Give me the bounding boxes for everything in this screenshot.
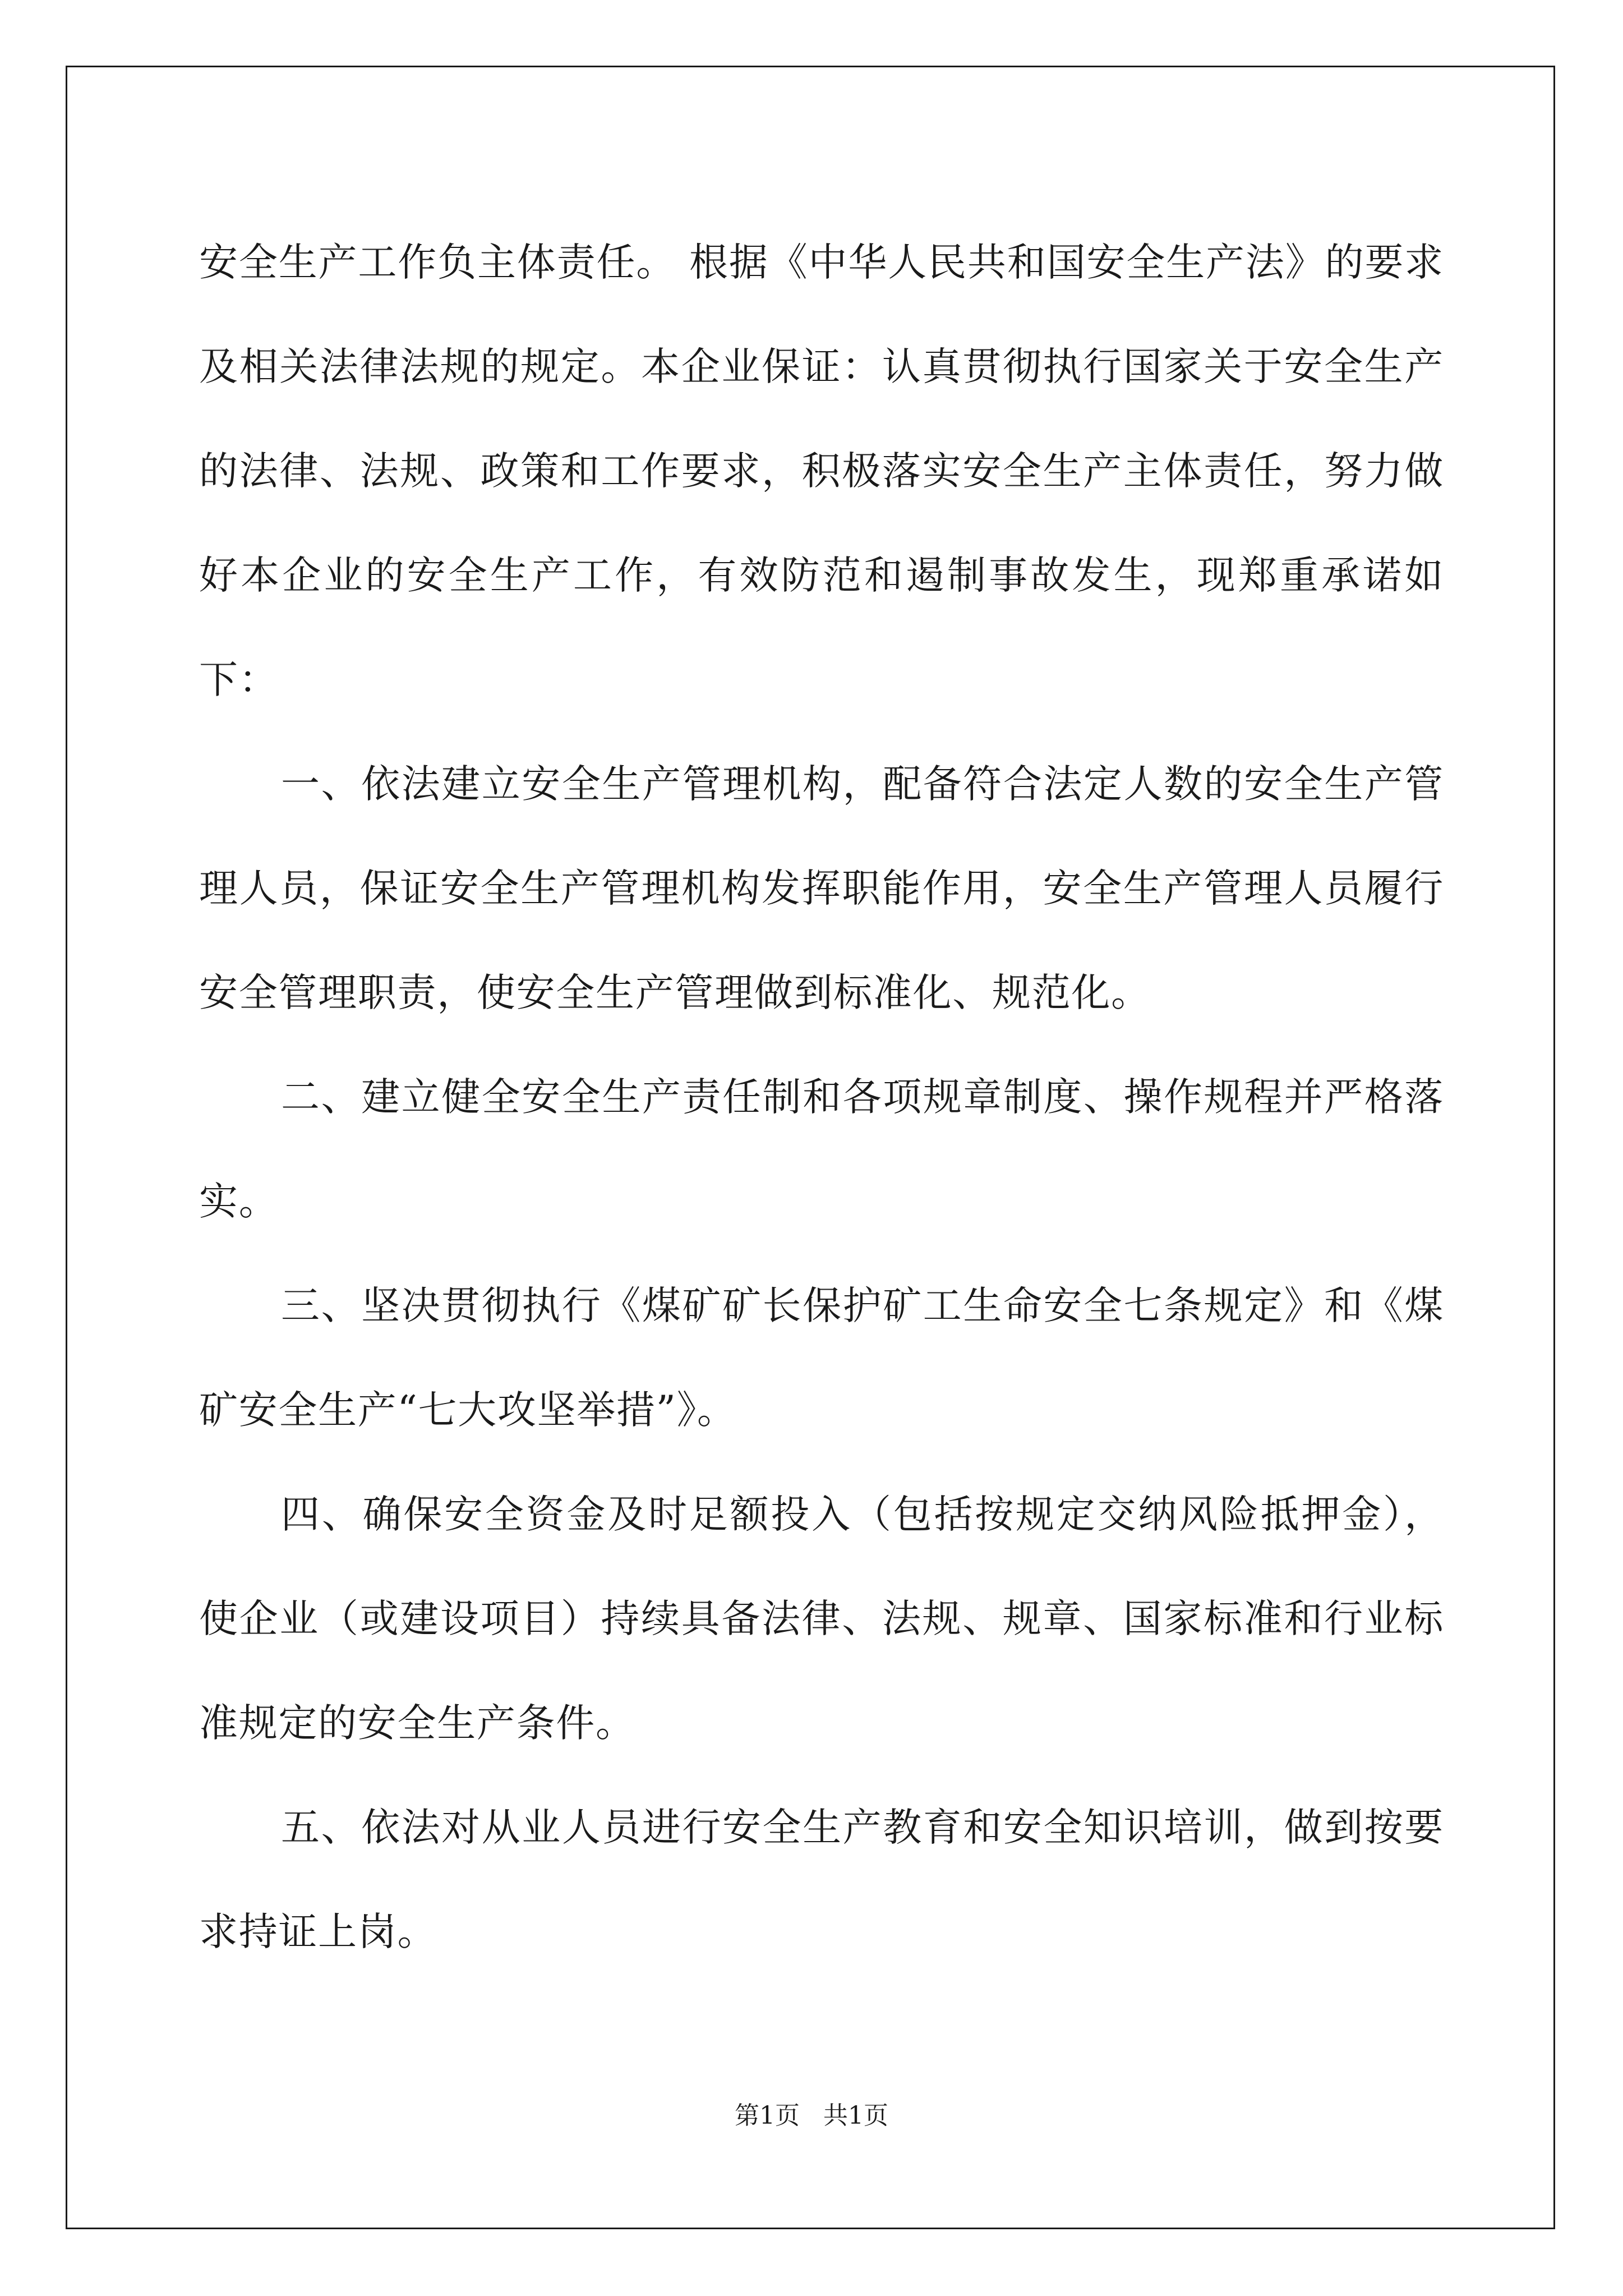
clause-1-paragraph: 一、依法建立安全生产管理机构，配备符合法定人数的安全生产管理人员，保证安全生产管理机构发挥职能作用，安全生产管理人员履行安全管理职责，使安全生产管理做到标准化、规范化。: [199, 762, 1444, 1015]
page-number-footer: 第1页 共1页: [735, 2101, 888, 2130]
clause-4-paragraph: 四、确保安全资金及时足额投入（包括按规定交纳风险抵押金），使企业（或建设项目）持续具备法律、法规、规章、国家标准和行业标准规定的安全生产条件。: [199, 1492, 1444, 1746]
clause-5-paragraph: 五、依法对从业人员进行安全生产教育和安全知识培训，做到按要求持证上岗。: [199, 1805, 1444, 1954]
intro-paragraph: 安全生产工作负主体责任。 根据《中华人民共和国安全生产法》的要求及相关法律法规的规定。本企业保证：认真贯彻执行国家关于安全生产的法律、法规、政策和工作要求，积极落实安全生产主体责任，努力做好本企业的安全生产工作，有效防范和遏制事故发生，现郑重承诺如下：: [199, 240, 1444, 702]
clause-3-paragraph: 三、坚决贯彻执行《煤矿矿长保护矿工生命安全七条规定》和《煤矿安全生产“七大攻坚举措”》。: [199, 1283, 1444, 1433]
document-body: [199, 210, 1444, 1984]
clause-2-paragraph: 二、建立健全安全生产责任制和各项规章制度、操作规程并严格落实。: [199, 1075, 1444, 1224]
